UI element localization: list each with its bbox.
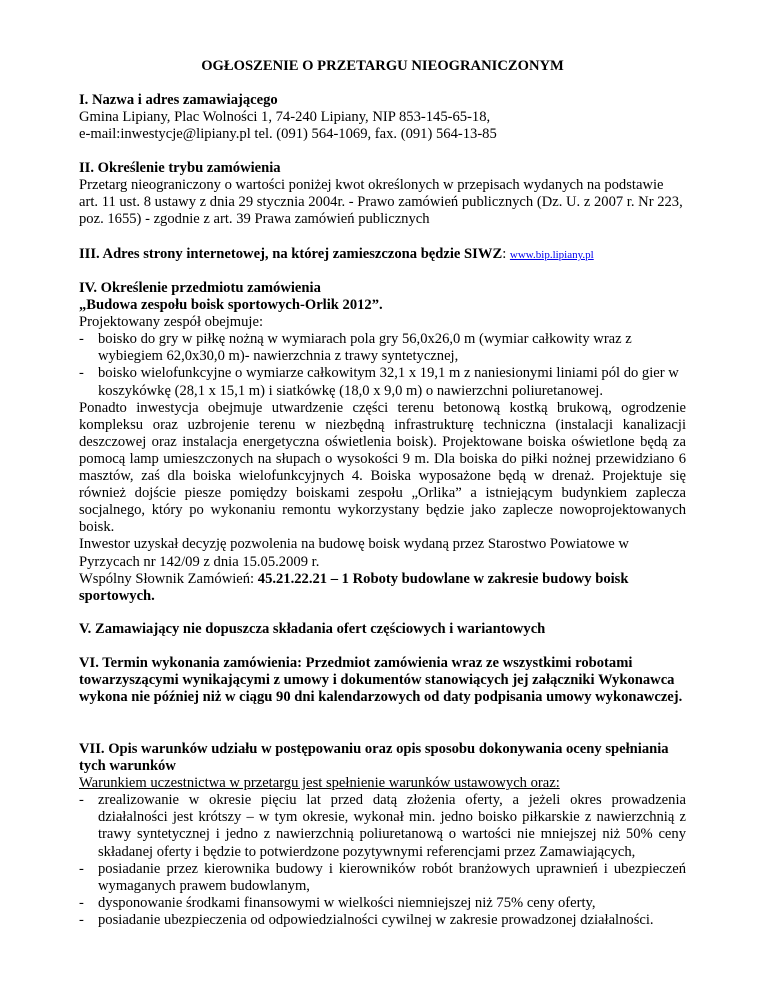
condition-insurance: - posiadanie ubezpieczenia od odpowiedzialności cywilnej w zakresie prowadzonej działalności. (79, 912, 686, 929)
section-7 (79, 741, 686, 929)
scope-item-multipurpose: - boisko wielofunkcyjne o wymiarze całkowitym 32,1 x 19,1 m z naniesionymi liniami pól do gier w koszykówkę (28,1 x 15,1 m) i siatkówkę (18,0 x 9,0 m) o nawierzchni poliuretanowej. (79, 365, 686, 399)
section-5 (79, 621, 686, 638)
section-2 (79, 160, 686, 228)
address-line: Gmina Lipiany, Plac Wolności 1, 74-240 Lipiany, NIP 853-145-65-18, (79, 109, 491, 126)
section-2-heading: II. Określenie trybu zamówienia (79, 160, 281, 176)
section-5-heading: V. Zamawiający nie dopuszcza składania ofert częściowych i wariantowych (79, 621, 546, 637)
project-title: „Budowa zespołu boisk sportowych-Orlik 2012”. (79, 297, 383, 314)
section-2-body: Przetarg nieograniczony o wartości poniżej kwot określonych w przepisach wydanych na podstawie art. 11 ust. 8 ustawy z dnia 29 stycznia 2004r. - Prawo zamówień publicznych (Dz. U. z 2007 r. Nr 223, poz. 1655) - zgodnie z art. 39 Prawa zamówień publicznych (79, 177, 683, 228)
section-4 (79, 280, 686, 605)
section-3-colon: : (502, 246, 510, 262)
building-permit: Inwestor uzyskał decyzję pozwolenia na budowę boisk wydaną przez Starostwo Powiatowe w Pyrzycach nr 142/09 z dnia 15.05.2009 r. (79, 536, 629, 570)
section-6 (79, 655, 686, 706)
document-title: OGŁOSZENIE O PRZETARGU NIEOGRANICZONYM (201, 58, 564, 74)
section-1-heading: I. Nazwa i adres zamawiającego (79, 92, 278, 108)
contact-line: e-mail:inwestycje@lipiany.pl tel. (091) 564-1069, fax. (091) 564-13-85 (79, 126, 497, 143)
section-4-heading: IV. Określenie przedmiotu zamówienia (79, 280, 321, 296)
section-3-heading: III. Adres strony internetowej, na której zamieszczona będzie SIWZ (79, 246, 503, 262)
scope-item-football: - boisko do gry w piłkę nożną w wymiarach pola gry 56,0x26,0 m (wymiar całkowity wraz z wybiegiem 62,0x30,0 m)- nawierzchnia z trawy syntetycznej, (79, 331, 686, 365)
cpv-label: Wspólny Słownik Zamówień: (79, 570, 258, 587)
cpv-code: 45.21.22.21 – 1 Roboty budowlane w zakresie budowy boisk sportowych. (79, 570, 629, 604)
scope-intro: Projektowany zespół obejmuje: (79, 314, 264, 331)
section-1 (79, 92, 686, 143)
investment-description: Ponadto inwestycja obejmuje utwardzenie części terenu betonową kostką brukową, ogrodzenie kompleksu oraz uzbrojenie terenu w niezbędną infrastrukturę techniczna (instalacji kanalizacji deszczowej oraz instalacja energetyczna oświetlenia boisk). Projektowane boiska oświetlone będą za pomocą lamp umieszczonych na słupach o wysokości 9 m. Dla boiska do piłki nożnej przewidziano 6 masztów, zaś dla boiska wielofunkcyjnych 4. Boiska wyposażone będą w drenaż. Projektuje się również dojście piesze pomiędzy boiskami zespołu „Orlika” a istniejącym budynkiem zaplecza socjalnego, który po wykonaniu remontu wykorzystany będzie jako zaplecze nowoprojektowanych boisk. (79, 399, 686, 536)
condition-finance: - dysponowanie środkami finansowymi w wielkości niemniejszej niż 75% ceny oferty, (79, 895, 686, 912)
condition-experience: - zrealizowanie w okresie pięciu lat przed datą złożenia oferty, a jeżeli okres prowadzenia działalności jest krótszy – w tym okresie, wykonał min. jedno boisko piłkarskie z nawierzchnią z trawy syntetycznej i jedno z nawierzchnią poliuretanową o wartości nie mniejszej niż 50% ceny składanej oferty i będzie to potwierdzone pozytywnymi referencjami przez Zamawiających, (79, 792, 686, 860)
participation-conditions: Warunkiem uczestnictwa w przetargu jest spełnienie warunków ustawowych oraz: (79, 775, 560, 792)
section-6-heading: VI. Termin wykonania zamówienia: Przedmiot zamówienia wraz ze wszystkimi robotami towarzyszącymi wynikającymi z umowy i dokumentów stanowiących jej załączniki Wykonawca wykona nie później niż w ciągu 90 dni kalendarzowych od daty podpisania umowy wykonawczej. (79, 655, 683, 706)
section-3 (79, 246, 686, 264)
condition-qualifications: - posiadanie przez kierownika budowy i kierowników robót branżowych uprawnień i ubezpieczeń wymaganych prawem budowlanym, (79, 861, 686, 895)
section-7-heading: VII. Opis warunków udziału w postępowaniu oraz opis sposobu dokonywania oceny spełniania tych warunków (79, 741, 669, 775)
bip-link[interactable]: www.bip.lipiany.pl (509, 249, 594, 261)
